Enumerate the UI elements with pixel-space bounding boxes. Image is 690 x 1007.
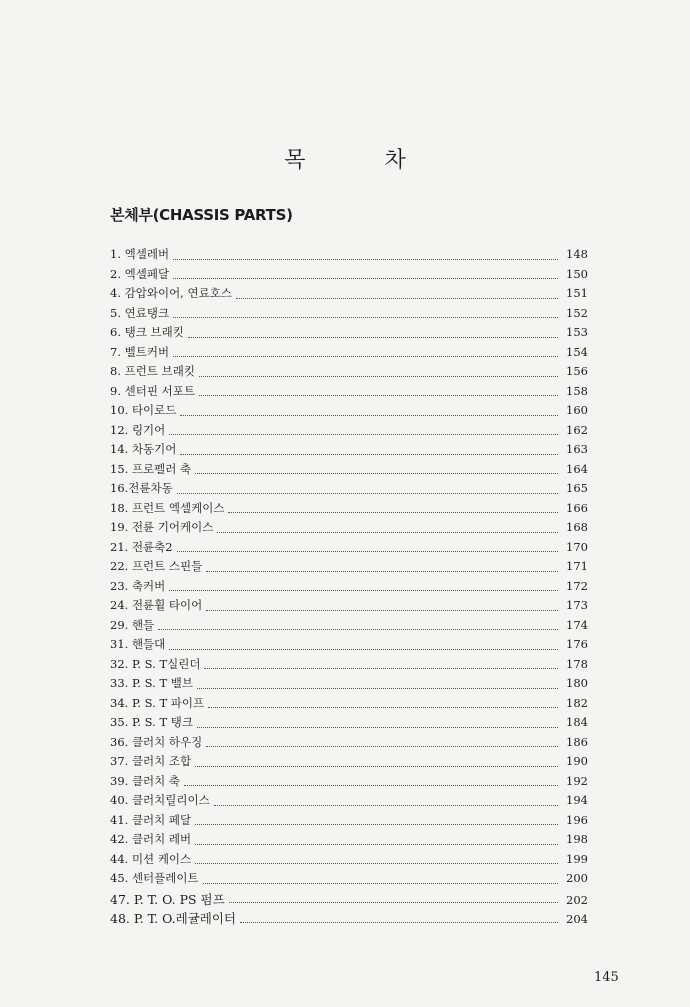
toc-entry-label: 1. 엑셀레버 [110, 247, 170, 261]
page-number: 145 [594, 970, 619, 985]
toc-entry-label: 42. 클러치 레버 [110, 832, 192, 846]
toc-entry-label: 32. P. S. T실린더 [110, 656, 201, 671]
toc-entry [110, 461, 588, 481]
toc-entry-page: 194 [566, 793, 588, 807]
toc-entry [110, 792, 588, 812]
toc-leader-dots [173, 277, 558, 279]
toc-leader-dots [228, 511, 558, 513]
toc-entry-page: 172 [566, 578, 588, 593]
toc-entry [110, 480, 588, 500]
toc-leader-dots [197, 726, 558, 728]
toc-entry [110, 597, 588, 617]
toc-entry-page: 168 [566, 520, 588, 534]
toc-entry-page: 178 [566, 656, 588, 671]
toc-leader-dots [208, 706, 558, 708]
toc-entry-label: 34. P. S. T 파이프 [110, 695, 205, 710]
toc-entry-page: 170 [566, 539, 588, 554]
toc-leader-dots [177, 492, 558, 494]
toc-entry-page: 153 [566, 325, 588, 339]
toc-entry-page: 171 [566, 559, 588, 573]
toc-entry-label: 15. 프로펠러 축 [110, 461, 192, 476]
toc-entry [110, 636, 588, 656]
toc-entry-label: 7. 벨트커버 [110, 344, 170, 359]
toc-entry-label: 16.전륜차동 [110, 481, 173, 495]
toc-entry [110, 695, 588, 715]
toc-entry-page: 150 [566, 266, 588, 281]
toc-leader-dots [195, 472, 558, 474]
toc-entry [110, 344, 588, 364]
toc-entry-label: 2. 엑셀페달 [110, 266, 170, 281]
toc-entry-label: 23. 축커버 [110, 578, 166, 593]
toc-entry [110, 734, 588, 754]
toc-leader-dots [199, 375, 558, 377]
toc-leader-dots [204, 667, 558, 669]
toc-entry-label: 29. 핸들 [110, 617, 155, 632]
toc-leader-dots [206, 570, 558, 572]
toc-entry-page: 198 [566, 832, 588, 846]
toc-entry-page: 196 [566, 812, 588, 827]
toc-entry [110, 714, 588, 734]
toc-entry-page: 182 [566, 695, 588, 710]
toc-entry-label: 35. P. S. T 탱크 [110, 715, 193, 729]
toc-entry [110, 909, 588, 929]
toc-leader-dots [197, 687, 558, 689]
toc-entry [110, 441, 588, 461]
toc-leader-dots [180, 453, 558, 455]
toc-entry-page: 158 [566, 383, 588, 398]
toc-entry [110, 539, 588, 559]
toc-entry-page: 184 [566, 715, 588, 729]
toc-entry [110, 812, 588, 832]
toc-entry-label: 10. 타이로드 [110, 403, 177, 417]
toc-entry-page: 162 [566, 422, 588, 437]
toc-entry-label: 12. 링기어 [110, 422, 166, 437]
toc-entry-page: 154 [566, 344, 588, 359]
toc-entry-page: 164 [566, 461, 588, 476]
toc-entry-label: 14. 차동기어 [110, 442, 177, 456]
toc-leader-dots [169, 648, 558, 650]
toc-entry-page: 190 [566, 754, 588, 768]
toc-entry-label: 37. 클러치 조합 [110, 754, 192, 768]
toc-entry-label: 21. 전륜축2 [110, 539, 173, 554]
toc-leader-dots [195, 765, 558, 767]
toc-entry [110, 656, 588, 676]
toc-entry-page: 174 [566, 617, 588, 632]
toc-leader-dots [206, 745, 558, 747]
toc-leader-dots [169, 589, 558, 591]
toc-entry-page: 192 [566, 773, 588, 788]
toc-entry-page: 151 [566, 286, 588, 300]
toc-entry-label: 44. 미션 케이스 [110, 851, 192, 866]
toc-entry-page: 148 [566, 247, 588, 261]
toc-leader-dots [195, 843, 558, 845]
toc-entry-page: 166 [566, 500, 588, 515]
page-title: 목 차 [284, 148, 442, 173]
toc-entry-page: 186 [566, 734, 588, 749]
toc-leader-dots [195, 862, 558, 864]
toc-leader-dots [158, 628, 558, 630]
toc-entry [110, 500, 588, 520]
toc-leader-dots [203, 882, 558, 884]
toc-entry [110, 246, 588, 266]
toc-entry-label: 18. 프런트 엑셀케이스 [110, 500, 225, 515]
toc-entry [110, 324, 588, 344]
toc-entry [110, 773, 588, 793]
toc-leader-dots [214, 804, 558, 806]
toc-entry-page: 160 [566, 403, 588, 417]
toc-leader-dots [169, 433, 558, 435]
toc-leader-dots [188, 336, 558, 338]
toc-entry-page: 173 [566, 598, 588, 612]
toc-leader-dots [199, 394, 558, 396]
toc-entry-page: 156 [566, 364, 588, 378]
toc-entry-label: 5. 연료탱크 [110, 305, 170, 320]
section-heading: 본체부(CHASSIS PARTS) [110, 206, 293, 224]
toc-leader-dots [184, 784, 558, 786]
toc-entry [110, 305, 588, 325]
toc-entry [110, 266, 588, 286]
toc-entry [110, 519, 588, 539]
toc-leader-dots [173, 316, 558, 318]
toc-entry [110, 363, 588, 383]
toc-entry-label: 39. 클러치 축 [110, 773, 181, 788]
toc-entry-label: 8. 프런트 브래킷 [110, 364, 195, 378]
toc-entry-page: 199 [566, 851, 588, 866]
toc-entry-label: 45. 센터플레이트 [110, 871, 199, 885]
toc-entry-page: 152 [566, 305, 588, 320]
toc-entry [110, 617, 588, 637]
toc-entry-page: 200 [566, 871, 588, 885]
toc-entry [110, 890, 588, 910]
toc-leader-dots [180, 414, 558, 416]
toc-entry [110, 402, 588, 422]
toc-leader-dots [177, 550, 558, 552]
toc-entry-label: 41. 클러치 페달 [110, 812, 192, 827]
toc-entry [110, 753, 588, 773]
toc-entry-label: 40. 클러치릴리이스 [110, 793, 210, 807]
toc-entry-label: 48. P. T. O.레귤레이터 [110, 911, 236, 926]
toc-entry-label: 19. 전륜 기어케이스 [110, 520, 214, 534]
toc-entry [110, 831, 588, 851]
toc-entry-label: 9. 센터핀 서포트 [110, 383, 195, 398]
toc-entry-label: 22. 프런트 스핀들 [110, 559, 203, 573]
toc-leader-dots [195, 823, 558, 825]
toc-entry-page: 163 [566, 442, 588, 456]
toc-entry-page: 165 [566, 481, 588, 495]
toc-entry-page: 180 [566, 676, 588, 690]
toc-leader-dots [229, 901, 558, 903]
toc-entry-label: 6. 탱크 브래킷 [110, 325, 184, 339]
toc-entry [110, 675, 588, 695]
toc-entry-label: 33. P. S. T 밸브 [110, 676, 193, 690]
toc-entry-page: 176 [566, 637, 588, 651]
toc-leader-dots [173, 355, 558, 357]
toc-entry-label: 36. 클러치 하우징 [110, 734, 203, 749]
toc-entry-label: 4. 감압와이어, 연료호스 [110, 286, 232, 300]
toc-entry-page: 202 [566, 892, 588, 907]
toc-entry [110, 285, 588, 305]
toc-entry-label: 24. 전륜휠 타이어 [110, 598, 203, 612]
toc-entry [110, 578, 588, 598]
toc-entry [110, 870, 588, 890]
toc-entry-label: 31. 핸들대 [110, 637, 166, 651]
toc-entry [110, 383, 588, 403]
toc-leader-dots [173, 258, 558, 260]
toc-entry-label: 47. P. T. O. PS 펌프 [110, 891, 225, 907]
toc-leader-dots [206, 609, 558, 611]
toc-entry [110, 851, 588, 871]
toc-leader-dots [236, 297, 558, 299]
toc-leader-dots [217, 531, 558, 533]
toc-entry-page: 204 [566, 912, 588, 926]
toc-entry [110, 422, 588, 442]
table-of-contents [110, 246, 588, 929]
toc-leader-dots [240, 921, 558, 923]
toc-entry [110, 558, 588, 578]
